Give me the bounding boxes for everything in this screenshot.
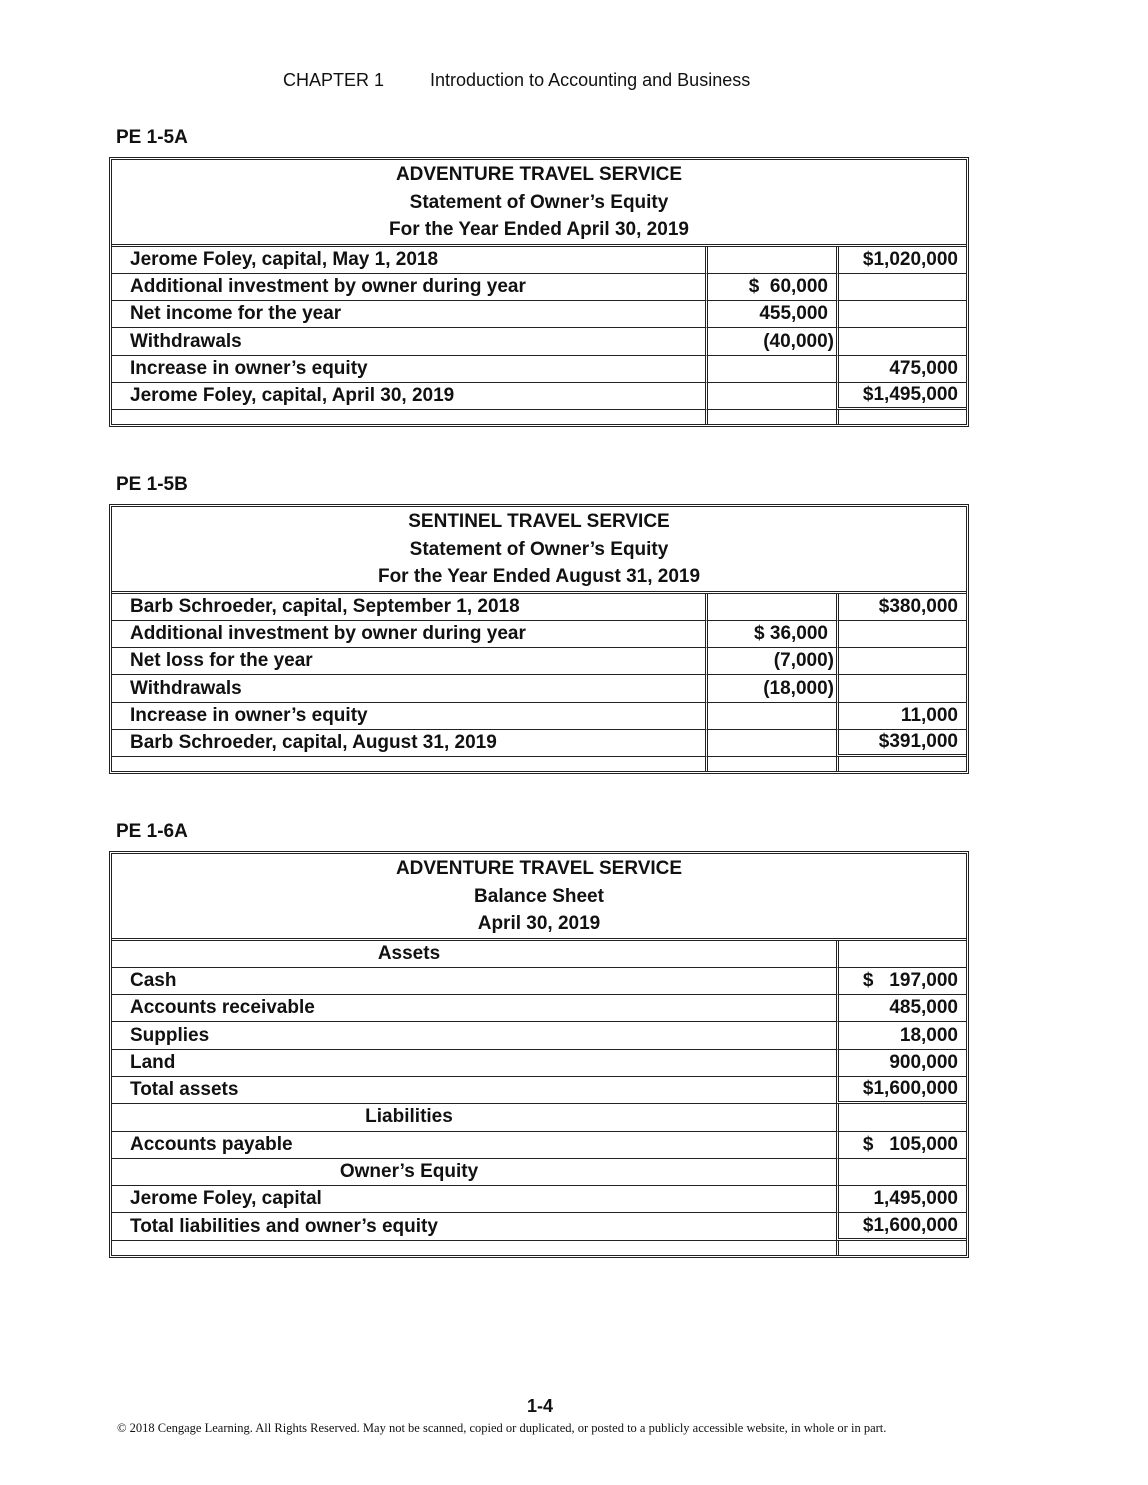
- table-row: [112, 1213, 966, 1240]
- table-row: [112, 648, 966, 675]
- row-label: Increase in owner’s equity: [112, 703, 705, 730]
- row-sub-amount: (7,000): [705, 648, 836, 675]
- row-amount: [836, 274, 966, 301]
- row-label: Accounts receivable: [112, 995, 836, 1022]
- table-row: [112, 247, 966, 274]
- row-sub-amount: [705, 247, 836, 274]
- row-label: Jerome Foley, capital: [112, 1186, 836, 1213]
- row-label: Jerome Foley, capital, April 30, 2019: [112, 383, 705, 410]
- table-row: [112, 1186, 966, 1213]
- row-amount: 11,000: [836, 703, 966, 730]
- section-label-pe5a: PE 1-5A: [116, 127, 188, 148]
- row-label: Cash: [112, 968, 836, 995]
- statement-period: For the Year Ended April 30, 2019: [389, 219, 689, 240]
- blank-cell: [836, 1241, 966, 1255]
- table-row: [112, 968, 966, 995]
- row-label: Total assets: [112, 1077, 836, 1104]
- statement-owners-equity-adventure: [109, 157, 969, 427]
- row-sub-amount: [705, 356, 836, 383]
- statement-name: Balance Sheet: [474, 885, 604, 907]
- section-header-row: [112, 1159, 966, 1186]
- statement-title-block: [112, 160, 966, 247]
- row-label: Total liabilities and owner’s equity: [112, 1213, 836, 1240]
- row-sub-amount: [705, 594, 836, 621]
- section-label-pe6a: PE 1-6A: [116, 821, 188, 842]
- row-label: Accounts payable: [112, 1132, 836, 1159]
- table-row: [112, 301, 966, 328]
- statement-name: Statement of Owner’s Equity: [409, 191, 669, 213]
- chapter-title: Introduction to Accounting and Business: [430, 70, 751, 90]
- row-sub-amount: 455,000: [705, 301, 836, 328]
- statement-owners-equity-sentinel: [109, 504, 969, 774]
- row-amount: $1,020,000: [836, 247, 966, 274]
- copyright-notice: © 2018 Cengage Learning. All Rights Reserved. May not be scanned, copied or duplicated, or posted to a publicly accessible website, in whole or in part.: [117, 1421, 887, 1435]
- statement-period: April 30, 2019: [477, 913, 601, 934]
- table-row-blank: [112, 1241, 966, 1255]
- statement-name: Statement of Owner’s Equity: [409, 538, 669, 560]
- row-amount: [836, 621, 966, 648]
- table-row: [112, 1132, 966, 1159]
- table-row: [112, 274, 966, 301]
- row-sub-amount: $ 36,000: [705, 621, 836, 648]
- table-row: [112, 594, 966, 621]
- row-label: Jerome Foley, capital, May 1, 2018: [112, 247, 705, 274]
- balance-sheet-adventure: [109, 851, 969, 1258]
- row-sub-amount: (40,000): [705, 328, 836, 355]
- table-row: [112, 1077, 966, 1104]
- row-label: Land: [112, 1050, 836, 1077]
- table-row: [112, 328, 966, 355]
- table-row: [112, 356, 966, 383]
- table-row: [112, 1022, 966, 1049]
- blank-cell: [705, 410, 836, 424]
- row-label: Additional investment by owner during year: [112, 274, 705, 301]
- table-row: [112, 995, 966, 1022]
- row-sub-amount: [705, 703, 836, 730]
- section-header-row: [112, 1104, 966, 1131]
- row-label: Withdrawals: [112, 675, 705, 702]
- row-amount: [836, 328, 966, 355]
- equity-header: Owner’s Equity: [112, 1159, 836, 1186]
- statement-table: [112, 247, 966, 425]
- row-label: Net income for the year: [112, 301, 705, 328]
- row-sub-amount: [705, 383, 836, 410]
- assets-header: Assets: [112, 941, 836, 968]
- table-row: [112, 730, 966, 757]
- page-number: 1-4: [526, 1396, 553, 1416]
- row-amount: $ 105,000: [836, 1132, 966, 1159]
- row-label: Barb Schroeder, capital, August 31, 2019: [112, 730, 705, 757]
- blank-cell: [836, 410, 966, 424]
- liabilities-header: Liabilities: [112, 1104, 836, 1131]
- blank-cell: [112, 1241, 836, 1255]
- statement-title-block: [112, 507, 966, 594]
- company-name: SENTINEL TRAVEL SERVICE: [408, 511, 670, 532]
- statement-title-block: [112, 854, 966, 941]
- row-amount: 485,000: [836, 995, 966, 1022]
- blank-cell: [836, 1159, 966, 1186]
- row-amount: $1,600,000: [836, 1213, 966, 1240]
- row-sub-amount: [705, 730, 836, 757]
- company-name: ADVENTURE TRAVEL SERVICE: [395, 164, 683, 185]
- row-label: Supplies: [112, 1022, 836, 1049]
- table-row: [112, 1050, 966, 1077]
- row-sub-amount: (18,000): [705, 675, 836, 702]
- row-amount: $1,495,000: [836, 383, 966, 410]
- row-sub-amount: $ 60,000: [705, 274, 836, 301]
- row-amount: 475,000: [836, 356, 966, 383]
- page-header: [283, 70, 750, 91]
- row-amount: 900,000: [836, 1050, 966, 1077]
- table-row: [112, 383, 966, 410]
- row-label: Withdrawals: [112, 328, 705, 355]
- blank-cell: [836, 757, 966, 771]
- statement-table: [112, 594, 966, 772]
- statement-period: For the Year Ended August 31, 2019: [377, 566, 701, 587]
- row-amount: $ 197,000: [836, 968, 966, 995]
- chapter-number: CHAPTER 1: [283, 70, 385, 90]
- blank-cell: [836, 941, 966, 968]
- row-label: Net loss for the year: [112, 648, 705, 675]
- row-label: Increase in owner’s equity: [112, 356, 705, 383]
- table-row-blank: [112, 410, 966, 424]
- row-amount: [836, 675, 966, 702]
- section-header-row: [112, 941, 966, 968]
- section-label-pe5b: PE 1-5B: [116, 474, 188, 495]
- blank-cell: [705, 757, 836, 771]
- row-amount: 18,000: [836, 1022, 966, 1049]
- table-row: [112, 675, 966, 702]
- row-amount: [836, 301, 966, 328]
- blank-cell: [112, 757, 705, 771]
- blank-cell: [836, 1104, 966, 1131]
- row-amount: $391,000: [836, 730, 966, 757]
- company-name: ADVENTURE TRAVEL SERVICE: [395, 858, 683, 879]
- row-amount: [836, 648, 966, 675]
- balance-sheet-table: [112, 941, 966, 1255]
- table-row: [112, 703, 966, 730]
- row-label: Additional investment by owner during year: [112, 621, 705, 648]
- row-amount: $1,600,000: [836, 1077, 966, 1104]
- row-amount: $380,000: [836, 594, 966, 621]
- blank-cell: [112, 410, 705, 424]
- table-row-blank: [112, 757, 966, 771]
- row-amount: 1,495,000: [836, 1186, 966, 1213]
- table-row: [112, 621, 966, 648]
- row-label: Barb Schroeder, capital, September 1, 2018: [112, 594, 705, 621]
